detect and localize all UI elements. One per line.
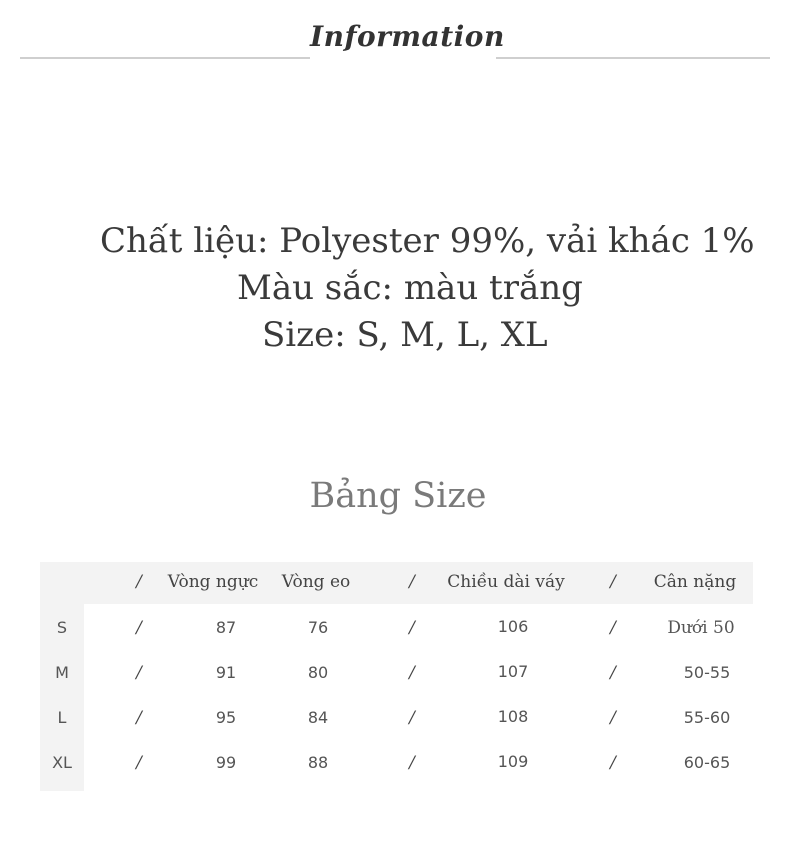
row-label-m: M [55, 663, 69, 682]
table-cell-weight: 60-65 [683, 753, 731, 772]
size-table [40, 562, 753, 791]
table-cell-dress-length: 106 [497, 617, 529, 636]
info-sizes: Size: S, M, L, XL [262, 315, 548, 355]
table-cell-bust: 91 [215, 663, 237, 682]
table-cell-waist: 88 [307, 753, 329, 772]
table-cell-waist: 76 [307, 618, 329, 637]
table-cell-separator: / [610, 708, 616, 728]
table-cell-separator: / [136, 618, 142, 638]
table-cell-weight: 55-60 [683, 708, 731, 727]
table-cell-separator: / [409, 663, 415, 683]
table-cell-waist: 80 [307, 663, 329, 682]
table-cell-bust: 95 [215, 708, 237, 727]
table-cell-separator: / [136, 753, 142, 773]
header-divider-right [496, 57, 770, 59]
header-cell-dress-length: Chiều dài váy [447, 572, 565, 592]
row-label-xl: XL [52, 753, 72, 772]
table-cell-separator: / [409, 708, 415, 728]
info-color: Màu sắc: màu trắng [237, 268, 583, 308]
table-header-background [40, 562, 753, 604]
table-cell-separator: / [610, 618, 616, 638]
row-label-l: L [57, 708, 67, 727]
table-cell-weight: 50-55 [683, 663, 731, 682]
table-cell-bust: 99 [215, 753, 237, 772]
table-cell-separator: / [136, 663, 142, 683]
header-cell-waist: Vòng eo [281, 572, 351, 592]
table-cell-weight: Dưới 50 [667, 618, 735, 638]
info-material: Chất liệu: Polyester 99%, vải khác 1% [100, 221, 755, 261]
table-cell-separator: / [409, 618, 415, 638]
header-cell-separator: / [409, 572, 415, 592]
table-cell-separator: / [610, 663, 616, 683]
table-cell-separator: / [409, 753, 415, 773]
table-cell-dress-length: 107 [497, 662, 529, 681]
table-cell-bust: 87 [215, 618, 237, 637]
header-divider-left [20, 57, 310, 59]
header-cell-bust: Vòng ngực [167, 572, 259, 592]
row-label-s: S [56, 618, 68, 637]
header-cell-separator: / [610, 572, 616, 592]
header-cell-separator: / [136, 572, 142, 592]
size-table-title: Bảng Size [309, 476, 487, 516]
header-cell-weight: Cân nặng [653, 572, 737, 592]
table-cell-separator: / [136, 708, 142, 728]
header-title: Information [310, 20, 505, 53]
table-cell-waist: 84 [307, 708, 329, 727]
table-cell-dress-length: 109 [497, 752, 529, 771]
table-cell-separator: / [610, 753, 616, 773]
table-cell-dress-length: 108 [497, 707, 529, 726]
